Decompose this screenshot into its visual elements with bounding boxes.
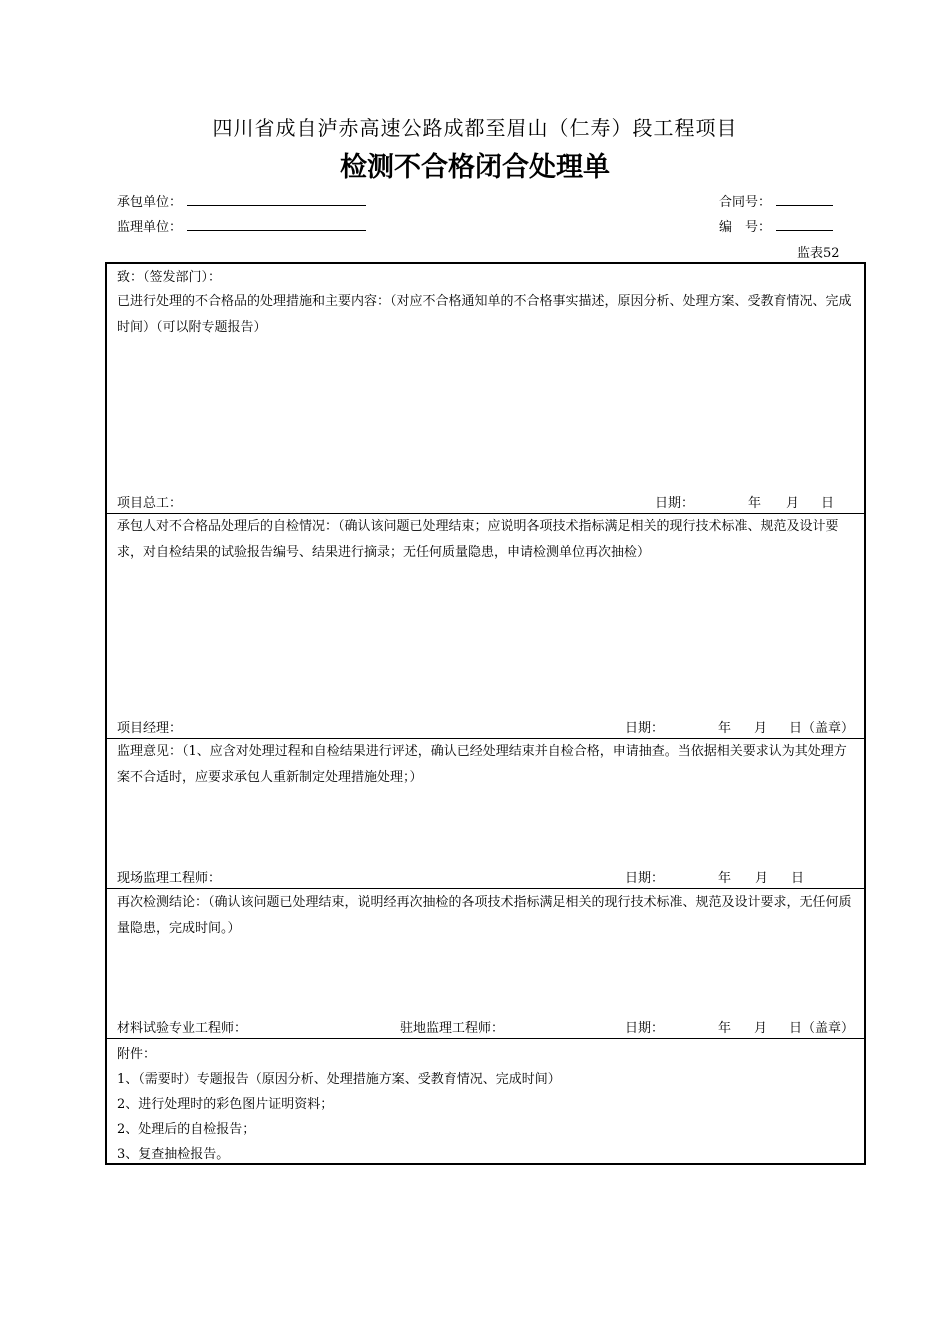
month-label: 月 xyxy=(755,871,769,886)
form-code: 监表52 xyxy=(797,246,840,261)
section-attachments xyxy=(107,1039,864,1163)
form-title: 检测不合格闭合处理单 xyxy=(340,152,610,183)
attachments-label: 附件： xyxy=(117,1047,157,1062)
site-supervisor-label: 现场监理工程师： xyxy=(117,871,222,886)
retest-conclusion: 再次检测结论：（确认该问题已处理结束，说明经再次抽检的各项技术指标满足相关的现行技术标准、规范及设计要求，无任何质量隐患，完成时间。） xyxy=(117,895,852,936)
date-label: 日期： xyxy=(625,871,665,886)
year-label: 年 xyxy=(748,496,762,511)
attachment-item: 1、（需要时）专题报告（原因分析、处理措施方案、受教育情况、完成时间） xyxy=(117,1072,561,1087)
month-label: 月 xyxy=(754,1021,768,1036)
chief-engineer-label: 项目总工： xyxy=(117,496,183,511)
day-label: 日 xyxy=(821,496,835,511)
attachment-item: 3、复查抽检报告。 xyxy=(117,1147,230,1162)
attachment-item: 2、进行处理时的彩色图片证明资料； xyxy=(117,1097,334,1112)
month-label: 月 xyxy=(754,721,768,736)
month-label: 月 xyxy=(786,496,800,511)
contractor-field[interactable] xyxy=(187,205,366,206)
date-label: 日期： xyxy=(655,496,695,511)
day-seal-label: 日（盖章） xyxy=(789,721,855,736)
section-supervision-opinion xyxy=(107,739,864,889)
supervision-opinion: 监理意见：（1、应含对处理过程和自检结果进行评述，确认已经处理结束并自检合格，申请抽查。当依据相关要求认为其处理方案不合适时，应要求承包人重新制定处理措施处理；） xyxy=(117,744,847,785)
recipient-line: 致：（签发部门）： xyxy=(117,270,222,285)
self-inspection-description: 承包人对不合格品处理后的自检情况：（确认该问题已处理结束；应说明各项技术指标满足相关的现行技术标准、规范及设计要求，对自检结果的试验报告编号、结果进行摘录；无任何质量隐患，申请检测单位再次抽检） xyxy=(117,519,839,560)
closure-form-table xyxy=(105,262,866,1165)
attachment-item: 2、处理后的自检报告； xyxy=(117,1122,256,1137)
year-label: 年 xyxy=(718,721,732,736)
day-label: 日 xyxy=(791,871,805,886)
section-retest-conclusion xyxy=(107,889,864,1039)
date-label: 日期： xyxy=(625,721,665,736)
resident-supervisor-label: 驻地监理工程师： xyxy=(400,1021,505,1036)
serial-no-field[interactable] xyxy=(776,230,833,231)
contract-no-label: 合同号： xyxy=(719,195,772,210)
serial-no-label: 编 号： xyxy=(719,220,772,235)
year-label: 年 xyxy=(718,1021,732,1036)
date-label: 日期： xyxy=(625,1021,665,1036)
project-manager-label: 项目经理： xyxy=(117,721,183,736)
day-seal-label: 日（盖章） xyxy=(789,1021,855,1036)
year-label: 年 xyxy=(718,871,732,886)
section-self-inspection xyxy=(107,514,864,739)
project-subtitle: 四川省成自泸赤高速公路成都至眉山（仁寿）段工程项目 xyxy=(212,116,738,140)
supervisor-field[interactable] xyxy=(187,230,366,231)
contractor-label: 承包单位： xyxy=(117,195,183,210)
supervisor-label: 监理单位： xyxy=(117,220,183,235)
section-treatment-measures xyxy=(107,264,864,514)
material-test-engineer-label: 材料试验专业工程师： xyxy=(117,1021,248,1036)
treatment-description: 已进行处理的不合格品的处理措施和主要内容：（对应不合格通知单的不合格事实描述，原因分析、处理方案、受教育情况、完成时间）（可以附专题报告） xyxy=(117,294,852,335)
contract-no-field[interactable] xyxy=(776,205,833,206)
